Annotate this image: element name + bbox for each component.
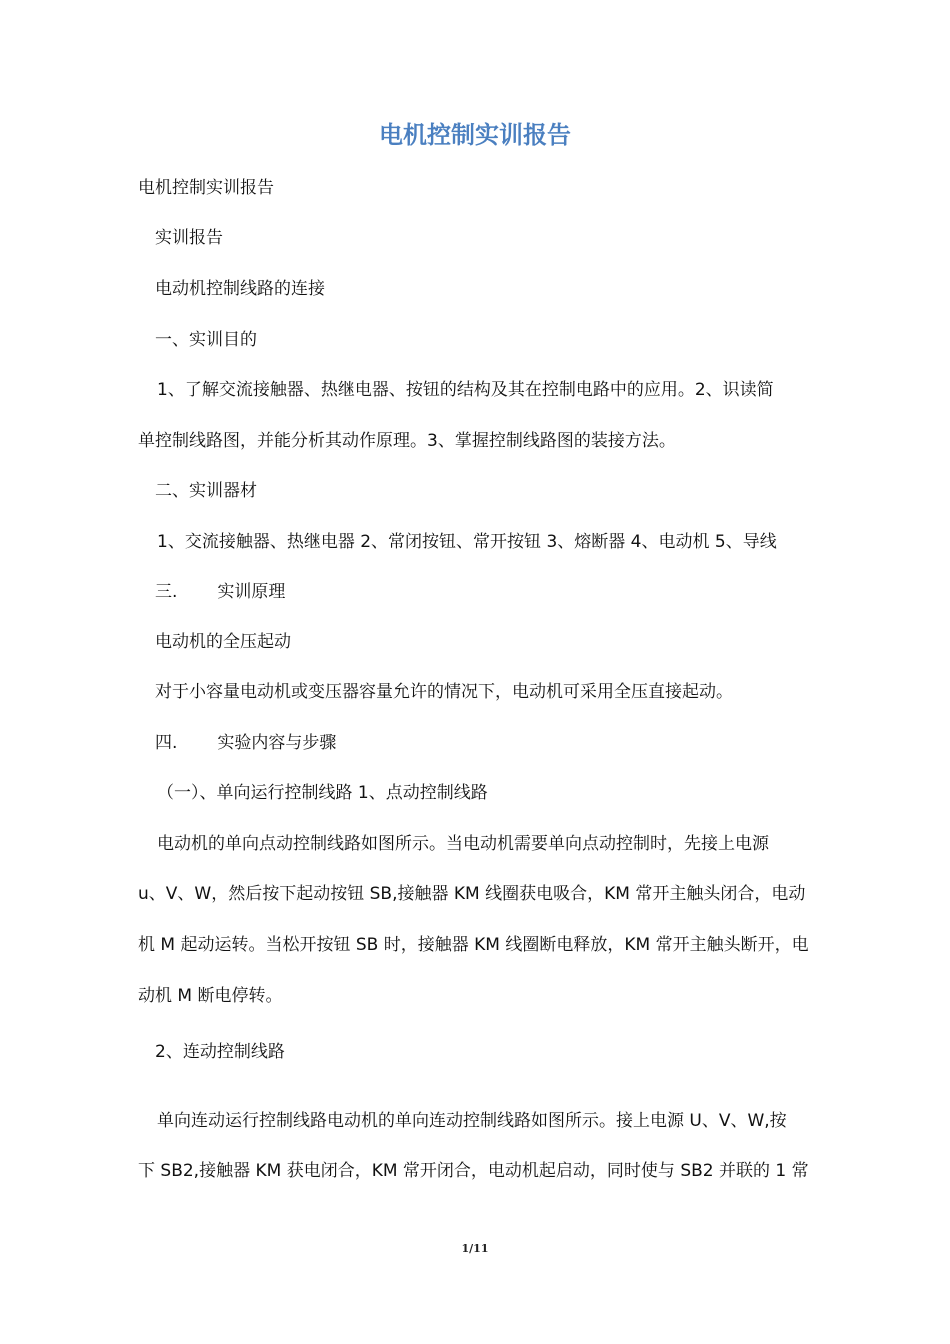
paragraph-line: 单控制线路图，并能分析其动作原理。3、掌握控制线路图的装接方法。	[138, 431, 676, 451]
paragraph-line: 电动机的单向点动控制线路如图所示。当电动机需要单向点动控制时，先接上电源	[157, 834, 769, 854]
section-heading-steps	[155, 731, 336, 755]
paragraph-line: 对于小容量电动机或变压器容量允许的情况下，电动机可采用全压直接起动。	[155, 682, 733, 702]
heading-report: 电机控制实训报告	[138, 178, 274, 198]
paragraph-line: 1、交流接触器、热继电器 2、常闭按钮、常开按钮 3、熔断器 4、电动机 5、导线	[157, 532, 777, 552]
section-number: 四.	[155, 733, 178, 753]
subheading-start: 电动机的全压起动	[155, 632, 291, 652]
paragraph-line: 动机 M 断电停转。	[138, 986, 283, 1006]
paragraph-line: 1、了解交流接触器、热继电器、按钮的结构及其在控制电路中的应用。2、识读简	[157, 380, 774, 400]
section-number: 三.	[155, 582, 178, 602]
subheading-continuous: 2、连动控制线路	[155, 1042, 285, 1062]
section-heading-principle	[155, 580, 285, 604]
paragraph-line: 下 SB2,接触器 KM 获电闭合，KM 常开闭合，电动机起启动，同时使与 SB2 并联的 1 常	[138, 1161, 809, 1181]
page-number: 1/11	[461, 1242, 489, 1255]
paragraph-line: 机 M 起动运转。当松开按钮 SB 时，接触器 KM 线圈断电释放，KM 常开主触头断开，电	[138, 935, 809, 955]
paragraph-line: u、V、W，然后按下起动按钮 SB,接触器 KM 线圈获电吸合，KM 常开主触头闭合，电动	[138, 884, 806, 904]
document-title: 电机控制实训报告	[379, 120, 571, 149]
paragraph-line: 单向连动运行控制线路电动机的单向连动控制线路如图所示。接上电源 U、V、W,按	[157, 1111, 787, 1131]
section-heading-purpose: 一、实训目的	[155, 330, 257, 350]
section-title: 实训原理	[217, 582, 286, 602]
subheading-report: 实训报告	[155, 228, 223, 248]
subheading-one-way: （一）、单向运行控制线路 1、点动控制线路	[157, 783, 488, 803]
section-title: 实验内容与步骤	[217, 733, 337, 753]
subheading-topic: 电动机控制线路的连接	[155, 279, 325, 299]
section-heading-equipment: 二、实训器材	[155, 481, 257, 501]
